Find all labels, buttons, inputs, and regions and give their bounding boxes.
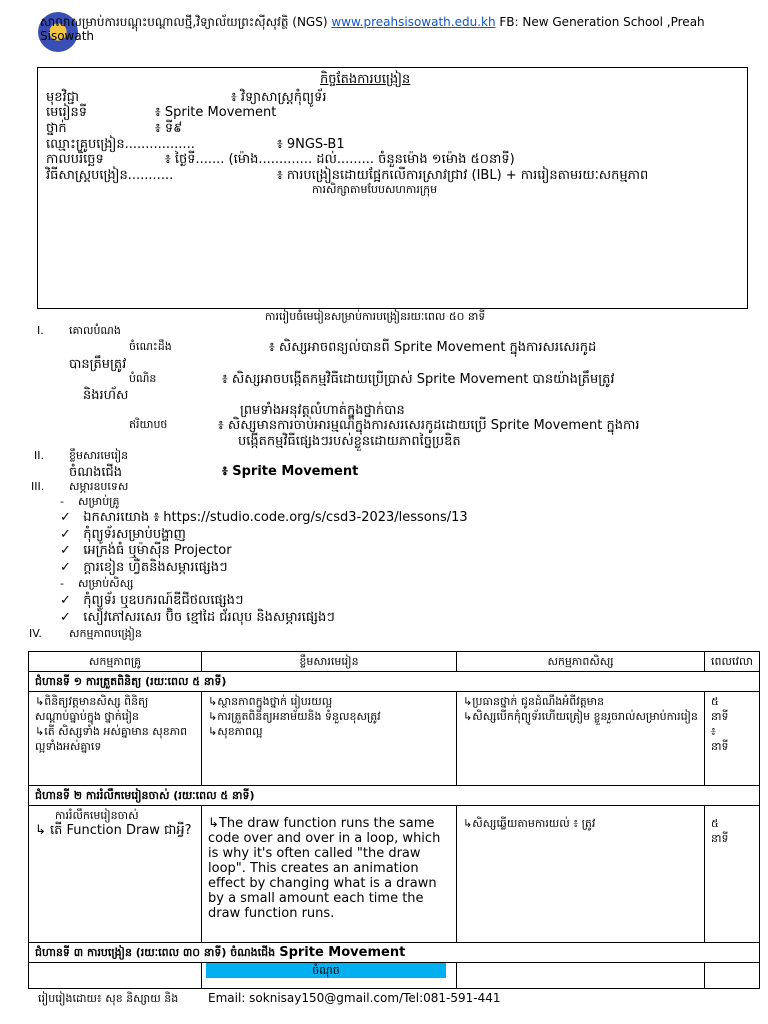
material-item: ✓ សៀវភៅសរសេរ ប៊ិច ខ្មៅដៃ ជ័រលុប និងសម្ភារផ្សេងៗ (60, 610, 335, 625)
info-label-grade: ថ្នាក់ (46, 121, 67, 136)
material-item-text: កុំព្យូទ័រសម្រាប់បង្ហាញ (83, 527, 186, 542)
lesson-heading-value: ៖ Sprite Movement (222, 464, 359, 479)
step-1-title: ជំហានទី ១ ការត្រួតពិនិត្យ (រយៈពេល ៥ នាទី) (29, 672, 760, 692)
material-item: ✓ អេក្រង់ធំ ឬម៉ាស៊ីន Projector (60, 543, 232, 558)
step-row (29, 943, 760, 963)
subtitle: ការរៀបចំមេរៀនសម្រាប់ការបង្រៀនរយៈពេល ៥០ នាទី (265, 310, 486, 323)
student-materials-text: សម្រាប់សិស្ស (77, 577, 134, 590)
header-duration: ពេលវេលា (705, 652, 760, 672)
section-4-title: សកម្មភាពបង្រៀន (69, 627, 142, 640)
objective-skill-line2: ព្រមទាំងអនុវត្តលំហាត់ក្នុងថ្នាក់បាន (240, 403, 405, 418)
step-3-title (29, 943, 760, 963)
website-link[interactable]: www.preahsisowath.edu.kh (331, 15, 496, 29)
material-item-text: កុំព្យូទ័រ ឬឧបករណ៍ឌីជីថលផ្សេងៗ (83, 593, 244, 608)
teaching-activities-table (28, 651, 760, 989)
section-4-number: IV. (29, 627, 42, 640)
info-label-method: វិធីសាស្ត្របង្រៀន........... (46, 168, 174, 183)
section-2-number: II. (34, 449, 44, 462)
cell-duration: ៥ នាទី (705, 806, 760, 943)
material-item: ✓ កុំព្យូទ័រ ឬឧបករណ៍ឌីជីថលផ្សេងៗ (60, 593, 244, 608)
info-label-lesson: មេរៀនទី (46, 105, 88, 120)
section-3-number: III. (31, 480, 45, 493)
material-item-text: ឯកសារយោង ៖ https://studio.code.org/s/csd3-2023/lessons/13 (83, 510, 468, 525)
objective-attitude-label: ឥរិយាបថ (129, 418, 168, 431)
info-value-grade: ៖ ទី៩ (155, 121, 183, 136)
objective-attitude-text: ៖ សិស្សមានការចាប់អារម្មណ៍ក្នុងការសរសេរកូដដោយប្រើ Sprite Movement ក្នុងការ (218, 418, 640, 433)
school-name: សាលាសម្រាប់ការបណ្តុះបណ្តាលថ្មី,វិទ្យាល័យព្រះស៊ីសុវត្ថិ (NGS) (40, 15, 328, 29)
objective-skill-cont: និងរហ័ស (83, 388, 129, 403)
table-row (29, 806, 760, 943)
review-question: ↳ តើ Function Draw ជាអ្វី? (35, 823, 192, 838)
info-value-lesson: ៖ Sprite Movement (155, 105, 277, 120)
step-2-title: ជំហានទី ២ ការរំលឹកមេរៀនចាស់ (រយៈពេល ៥ នាទី) (29, 786, 760, 806)
teacher-materials-label: - សម្រាប់គ្រូ (60, 495, 120, 508)
cell-teacher (29, 963, 202, 989)
material-item: ✓ កុំព្យូទ័រសម្រាប់បង្ហាញ (60, 527, 186, 542)
section-2-title: ខ្លឹមសារមេរៀន (69, 449, 129, 462)
material-item-text: សៀវភៅសរសេរ ប៊ិច ខ្មៅដៃ ជ័រលុប និងសម្ភារផ្សេងៗ (83, 610, 335, 625)
cell-content (202, 963, 457, 989)
author: រៀបរៀងដោយ៖ សុខ និស្សាយ និង (38, 992, 179, 1005)
info-value-method-cont: ការសិក្សាតាមបែបសហការក្រុម (312, 183, 438, 196)
content-highlight-label: ចំណុច (206, 963, 446, 978)
objective-knowledge-cont: បានត្រឹមត្រូវ (69, 357, 127, 372)
section-3-title: សម្ភារឧបទេស (69, 480, 129, 493)
cell-teacher (29, 806, 202, 943)
step-3-lesson-name: Sprite Movement (279, 945, 406, 960)
cell-content: ↳The draw function runs the same code over and over in a loop, which is why it's often called "the draw loop". This creates an animation effect by changing what is a drawn by a small amount each time the draw function runs. (202, 806, 457, 943)
info-value-method: ៖ ការបង្រៀនដោយផ្អែកលើការស្រាវជ្រាវ (IBL) + ការរៀនតាមរយៈសកម្មភាព (277, 168, 649, 183)
objective-knowledge-label: ចំណេះដឹង (129, 340, 172, 353)
review-heading: ការរំលឹកមេរៀនចាស់ (55, 809, 139, 822)
cell-teacher: ↳ពិនិត្យវត្តមានសិស្ស ពិនិត្យ សណ្តាប់ធ្នាប់ក្នុង ថ្នាក់រៀន ↳តើ សិស្សទាំង អស់គ្នាមាន សុខភាពល្អទាំងអស់គ្នាទេ (29, 692, 202, 786)
section-1-title: គោលបំណង (69, 324, 121, 337)
table-row (29, 692, 760, 786)
cell-content: ↳ស្ថានភាពក្នុងថ្នាក់ រៀបរយល្អ ↳ការត្រួតពិនិត្យអនាម័យនិង ទំនួលខុសត្រូវ ↳សុខភាពល្អ (202, 692, 457, 786)
cell-duration: ៥ នាទី ៖ នាទី (705, 692, 760, 786)
header-teacher-activity: សកម្មភាពគ្រូ (29, 652, 202, 672)
cell-student: ↳ប្រធានថ្នាក់ ជូនដំណឹងអំពីវត្តមាន ↳សិស្សបើកកុំព្យូទ័រហើយត្រៀម ខ្លួនរួចរាល់សម្រាប់ការរៀន (457, 692, 705, 786)
teacher-materials-text: សម្រាប់គ្រូ (77, 495, 120, 508)
page-header (40, 15, 740, 43)
objective-knowledge-text: ៖ សិស្សអាចពន្យល់បានពី Sprite Movement ក្នុងការសរសេរកូដ (269, 340, 597, 355)
facebook-info: FB: New Generation School ,Preah Sisowath (40, 15, 705, 43)
info-label-subject: មុខវិជ្ជា (46, 90, 80, 105)
student-materials-label: - សម្រាប់សិស្ស (60, 577, 134, 590)
info-value-class: ៖ 9NGS-B1 (277, 137, 345, 152)
objective-skill-text: ៖ សិស្សអាចបង្កើតកម្មវិធីដោយប្រើប្រាស់ Sprite Movement បានយ៉ាងត្រឹមត្រូវ (222, 372, 615, 387)
header-lesson-content: ខ្លឹមសារមេរៀន (202, 652, 457, 672)
lesson-plan-title: កិច្ចតែងការបង្រៀន (320, 72, 411, 87)
material-item-text: ក្តារខៀន ហ្វឺតនិងសម្ភារផ្សេងៗ (83, 560, 228, 575)
table-row (29, 963, 760, 989)
section-1-number: I. (37, 324, 44, 337)
objective-skill-label: បំណិន (129, 372, 157, 385)
objective-attitude-line2: បង្កើតកម្មវិធីផ្សេងៗរបស់ខ្លួនដោយភាពច្នៃប្រឌិត (238, 434, 461, 449)
step-3-prefix: ជំហានទី ៣ ការបង្រៀន (រយៈពេល ៣០ នាទី) ចំណងជើង (35, 946, 276, 959)
step-row (29, 672, 760, 692)
cell-duration (705, 963, 760, 989)
cell-student (457, 963, 705, 989)
info-value-date: ៖ ថ្ងៃទី....... (ម៉ោង............. ដល់......... ចំនួនម៉ោង ១ម៉ោង ៥០នាទី) (165, 152, 515, 167)
page-footer (38, 991, 501, 1008)
material-item-text: អេក្រង់ធំ ឬម៉ាស៊ីន Projector (83, 543, 232, 558)
material-item: ✓ ក្តារខៀន ហ្វឺតនិងសម្ភារផ្សេងៗ (60, 560, 228, 575)
contact-info: Email: soknisay150@gmail.com/Tel:081-591-441 (208, 991, 501, 1005)
material-item: ✓ ឯកសារយោង ៖ https://studio.code.org/s/csd3-2023/lessons/13 (60, 510, 468, 525)
table-header-row (29, 652, 760, 672)
info-label-date: កាលបរិច្ឆេទ (46, 152, 104, 167)
step-row (29, 786, 760, 806)
lesson-heading-label: ចំណងជើង (69, 465, 123, 480)
cell-student: ↳សិស្សឆ្លើយតាមការយល់ ៖ ត្រូវ (457, 806, 705, 943)
info-label-teacher: ឈ្មោះគ្រូបង្រៀន................. (46, 137, 195, 152)
info-value-subject: ៖ វិទ្យាសាស្ត្រកុំព្យូទ័រ (231, 90, 327, 105)
header-student-activity: សកម្មភាពសិស្ស (457, 652, 705, 672)
